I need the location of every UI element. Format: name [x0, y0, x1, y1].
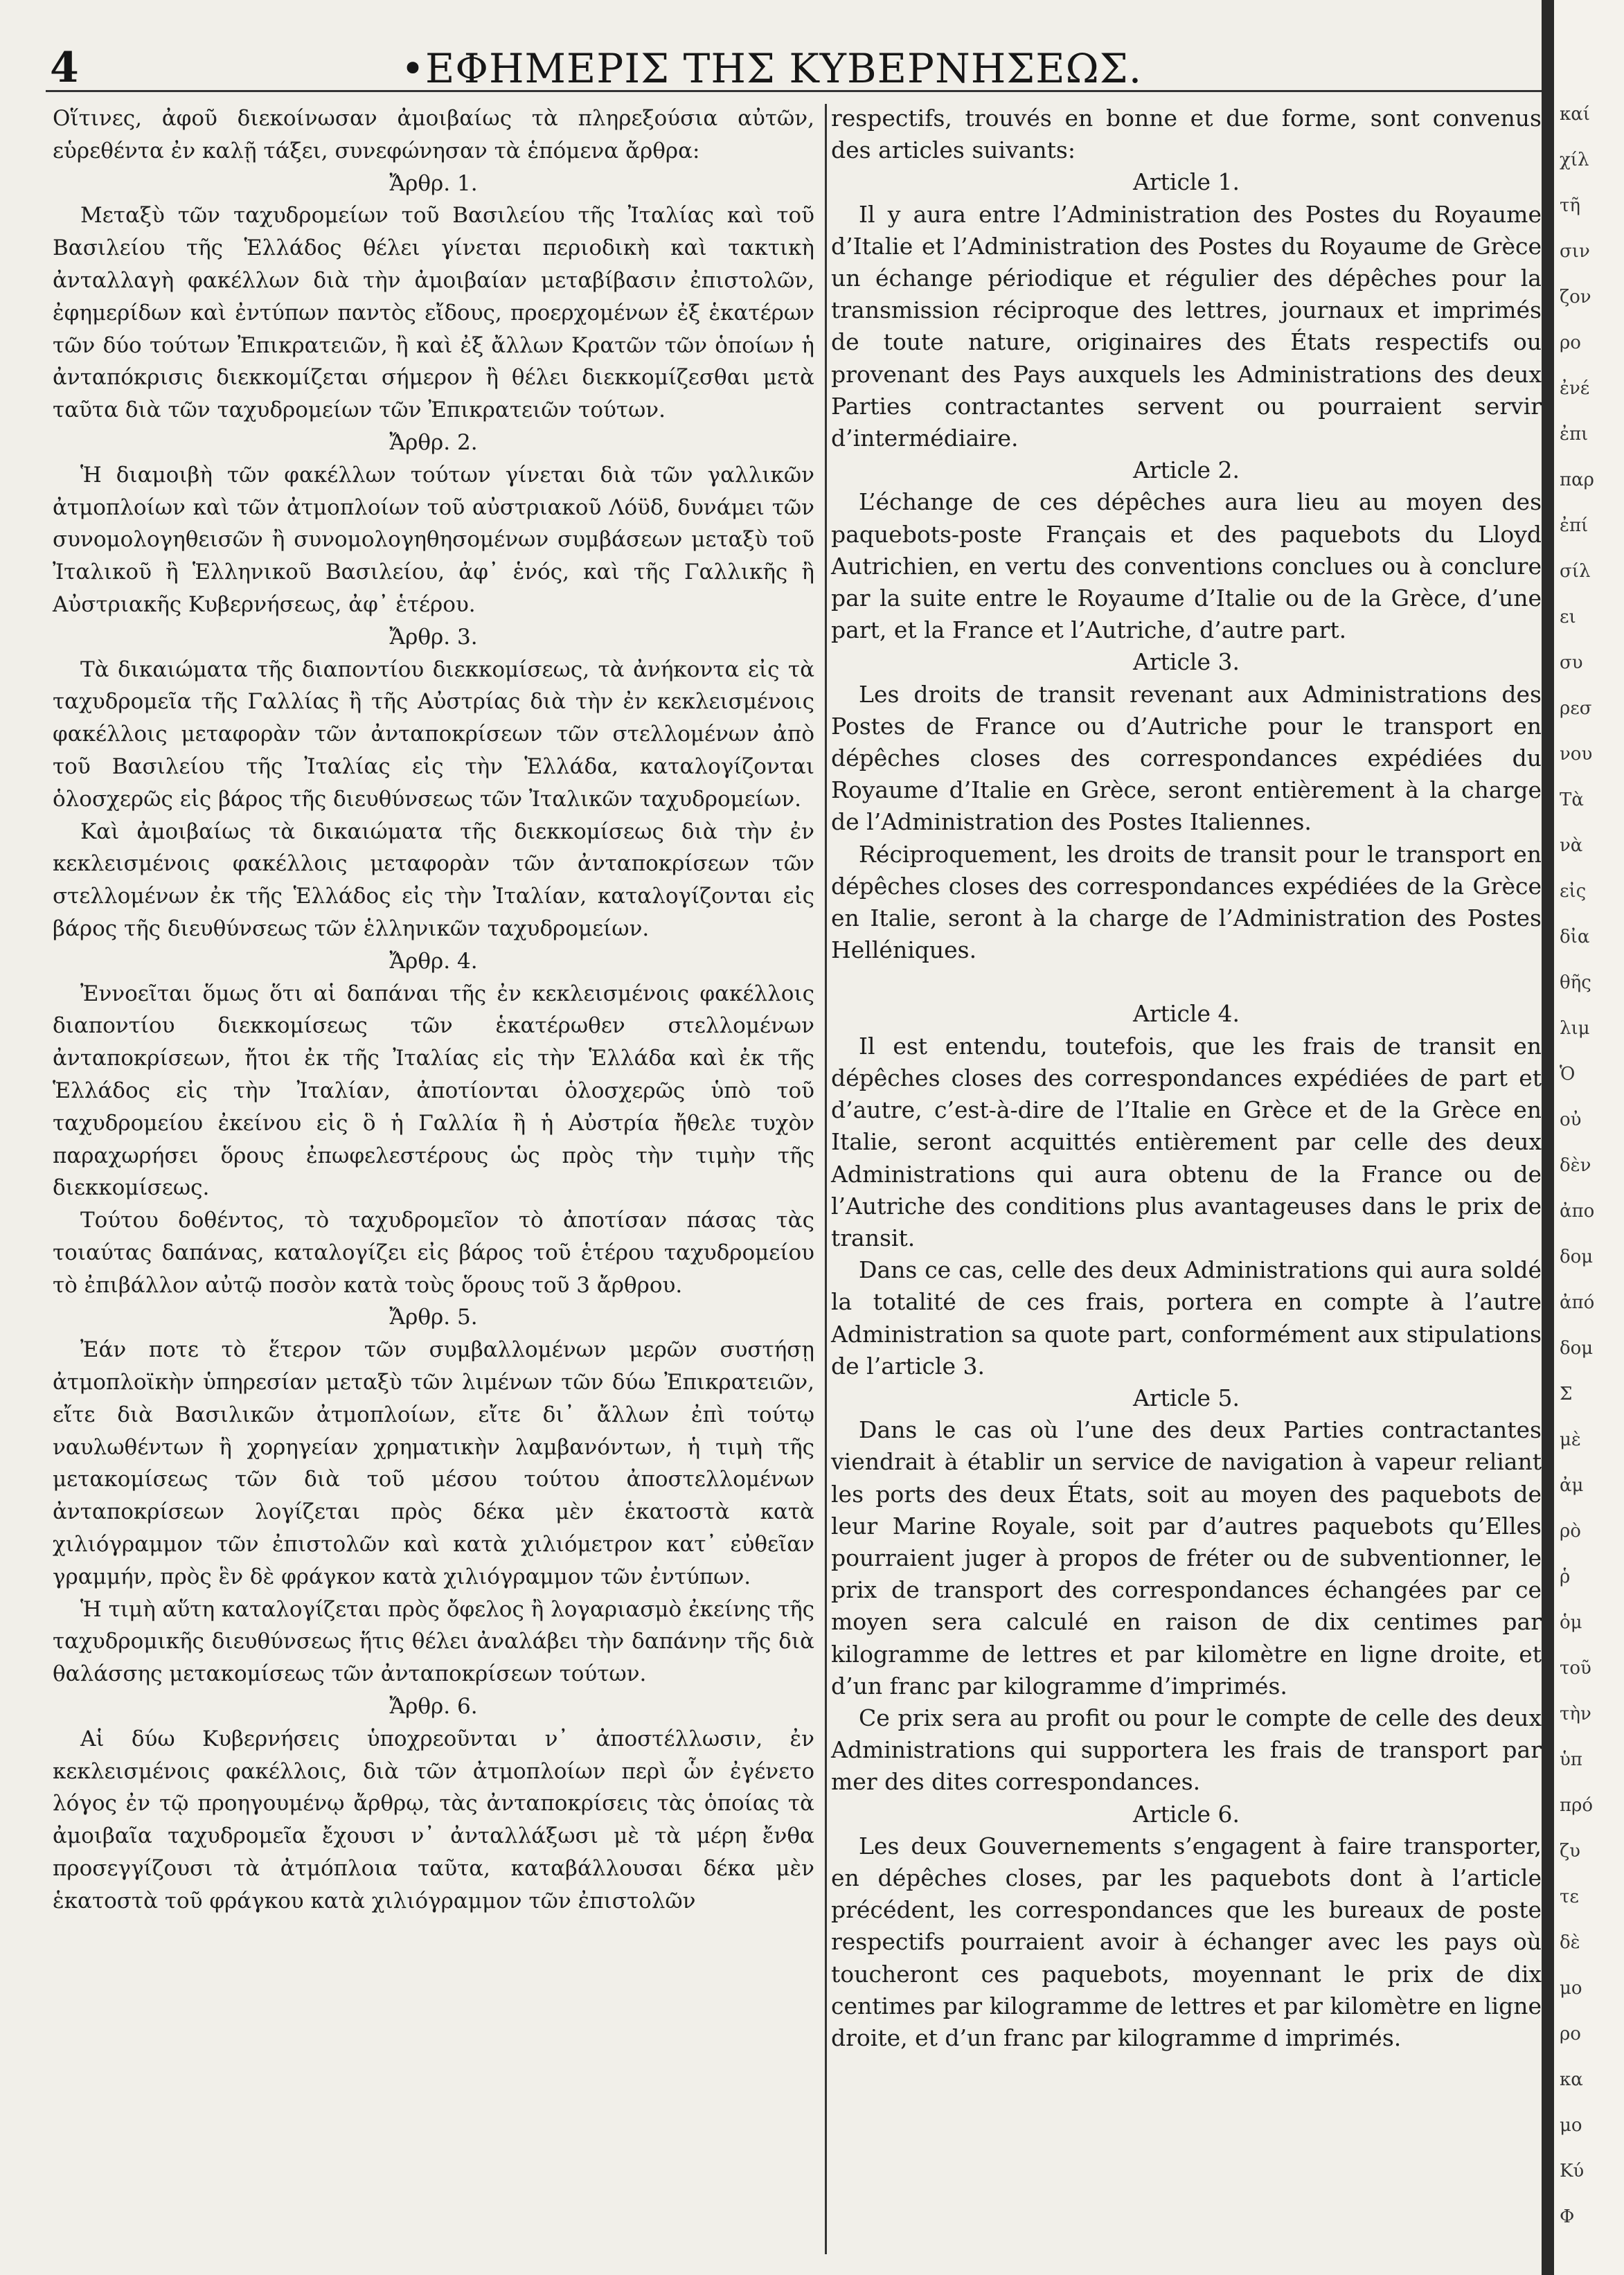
greek-column: [53, 102, 814, 1918]
adjacent-page-fragment: ζυ: [1560, 1841, 1580, 1862]
adjacent-page-fragment: μο: [1560, 1978, 1582, 1999]
greek-intro: Οἵτινες, ἀφοῦ διεκοίνωσαν ἀμοιβαίως τὰ πληρεξούσια αὐτῶν, εὑρεθέντα ἐν καλῇ τάξει, συνεφώνησαν τὰ ἑπόμενα ἄρθρα:: [53, 106, 814, 163]
adjacent-page-fragment: ρεσ: [1560, 698, 1592, 719]
greek-article-3-heading: Ἄρθρ. 3.: [389, 624, 478, 650]
french-article-5-paragraph-1: Dans le cas où l’une des deux Parties contractantes viendrait à établir un service de navigation à vapeur reliant les ports des deux États, soit au moyen des paquebots de leur Marine Royale, soit par d’autres paquebots qu’Elles pourraient juger à propos de fréter ou de subventionner, le prix de transport des correspondances échangées par ce moyen sera calculé en raison de dix centimes par kilogramme de lettres et par kilomètre en ligne droite, et d’un franc par kilogramme d’imprimés.: [831, 1416, 1542, 1699]
adjacent-page-fragment: ἐπί: [1560, 515, 1589, 536]
adjacent-page-fragment: Σ: [1560, 1384, 1573, 1404]
adjacent-page-fragment: ρο: [1560, 332, 1581, 353]
french-intro: respectifs, trouvés en bonne et due forme, sont convenus des articles suivants:: [831, 105, 1542, 164]
newspaper-title: •ΕΦΗΜΕΡΙΣ ΤΗΣ ΚΥΒΕΡΝΗΣΕΩΣ.: [400, 45, 1143, 92]
french-article-6-text: Les deux Gouvernements s’engagent à faire transporter, en dépêches closes, par les paquebots dont à l’article précédent, les correspondances que les bureaux de poste respectifs pourraient avoir à échanger avec les pays où toucheront ces paquebots, moyennant le prix de dix centimes par kilogramme de lettres et par kilomètre en ligne droite, et d’un franc par kilogramme d imprimés.: [831, 1832, 1542, 2051]
french-article-4-paragraph-1: Il est entendu, toutefois, que les frais de transit en dépêches closes des correspondances expédiées de part et d’autre, c’est-à-dire de l’Italie en Grèce et de la Grèce en Italie, seront acquittés entièrement par celle des deux Administrations qui aura obtenu de la France ou de l’Autriche des conditions plus avantageuses dans le prix de transit.: [831, 1032, 1542, 1251]
adjacent-page-fragment: ῥ: [1560, 1567, 1571, 1587]
adjacent-page-fragment: τὴν: [1560, 1704, 1591, 1724]
greek-article-1-text: Μεταξὺ τῶν ταχυδρομείων τοῦ Βασιλείου τῆς Ἰταλίας καὶ τοῦ Βασιλείου τῆς Ἑλλάδος θέλει γίνεται περιοδικὴ καὶ τακτικὴ ἀνταλλαγὴ φακέλλων διὰ τὴν ἀμοιβαίαν μεταβίβασιν ἐπιστολῶν, ἐφημερίδων καὶ ἐντύπων παντὸς εἴδους, προερχομένων ἐξ ἑκατέρων τῶν δύο τούτων Ἐπικρατειῶν, ἢ καὶ ἐξ ἄλλων Κρατῶν τῶν ὁποίων ἡ ἀνταπόκρισις διεκκομίζεται σήμερον ἢ θέλει διεκκομίζεσθαι μετὰ ταῦτα διὰ τῶν ταχυδρομείων τῶν Ἐπικρατειῶν τούτων.: [53, 203, 814, 423]
column-separator: [825, 104, 827, 2254]
greek-article-6-text: Αἱ δύω Κυβερνήσεις ὑποχρεοῦνται ν᾽ ἀποστέλλωσιν, ἐν κεκλεισμένοις φακέλλοις, διὰ τῶν ἀτμοπλοίων περὶ ὧν ἐγένετο λόγος ἐν τῷ προηγουμένῳ ἄρθρῳ, τὰς ἀνταποκρίσεις τὰς ὁποίας τὰ ἀμοιβαῖα ταχυδρομεῖα ἔχουσι ν᾽ ἀνταλλάξωσι μὲ τὰ μέρη ἔνθα προσεγγίζουσι τὰ ἀτμόπλοια ταῦτα, καταβάλλουσαι δέκα μὲν ἑκατοστὰ τοῦ φράγκου κατὰ χιλιόγραμμον τῶν ἐπιστολῶν: [53, 1726, 814, 1913]
adjacent-page-fragment: σίλ: [1560, 561, 1591, 582]
adjacent-page-fragment: ὑπ: [1560, 1749, 1582, 1770]
french-column: [831, 102, 1542, 2054]
adjacent-page-fragment: ζον: [1560, 287, 1591, 307]
greek-article-2-heading: Ἄρθρ. 2.: [389, 429, 478, 455]
section-gap: [831, 966, 1542, 998]
adjacent-page-fragment: Φ: [1560, 2206, 1575, 2227]
adjacent-page-fragment: Κύ: [1560, 2161, 1585, 2182]
adjacent-page-fragment: κα: [1560, 2069, 1583, 2090]
adjacent-page-fragment: ἐνέ: [1560, 378, 1590, 399]
french-article-2-heading: Article 2.: [1133, 456, 1240, 484]
greek-article-3-paragraph-1: Τὰ δικαιώματα τῆς διαποντίου διεκκομίσεως, τὰ ἀνήκοντα εἰς τὰ ταχυδρομεῖα τῆς Γαλλίας ἢ τῆς Αὐστρίας διὰ τὴν ἐν κεκλεισμένοις φακέλλοις μεταφορὰν τῶν ἀνταποκρίσεων τῶν στελλομένων ἀπὸ τοῦ Βασιλείου τῆς Ἰταλίας εἰς τὴν Ἑλλάδα, καταλογίζονται ὁλοσχερῶς εἰς βάρος τῆς διευθύνσεως τῶν Ἰταλικῶν ταχυδρομείων.: [53, 657, 814, 812]
adjacent-page-fragment: θῆς: [1560, 972, 1591, 993]
adjacent-page-fragment: δομ: [1560, 1338, 1594, 1359]
french-article-3-paragraph-1: Les droits de transit revenant aux Administrations des Postes de France ou d’Autriche pour le transport en dépêches closes des correspondances expédiées du Royaume d’Italie en Grèce, seront entièrement à la charge de l’Administration des Postes Italiennes.: [831, 680, 1542, 836]
greek-article-2-text: Ἡ διαμοιβὴ τῶν φακέλλων τούτων γίνεται διὰ τῶν γαλλικῶν ἀτμοπλοίων καὶ τῶν ἀτμοπλοίων τοῦ αὐστριακοῦ Λόϋδ, δυνάμει τῶν συνομολογηθεισῶν ἢ συνομολογηθησομένων συμβάσεων μεταξὺ τοῦ Ἰταλικοῦ ἢ Ἑλληνικοῦ Βασιλείου, ἀφ᾽ ἑνός, καὶ τῆς Γαλλικῆς ἢ Αὐστριακῆς Κυβερνήσεως, ἀφ᾽ ἑτέρου.: [53, 462, 814, 617]
french-article-1-heading: Article 1.: [1133, 168, 1240, 196]
header-rule: [46, 90, 1542, 92]
adjacent-page-fragment: δὲν: [1560, 1155, 1591, 1176]
adjacent-page-fragment: ρὸ: [1560, 1521, 1581, 1542]
adjacent-page-fragment: σιν: [1560, 241, 1590, 262]
greek-article-5-heading: Ἄρθρ. 5.: [389, 1305, 478, 1330]
greek-article-6-heading: Ἄρθρ. 6.: [389, 1694, 478, 1720]
greek-article-1-heading: Ἄρθρ. 1.: [389, 170, 478, 196]
french-article-4-heading: Article 4.: [1133, 1000, 1240, 1028]
adjacent-page-fragment: δἰα: [1560, 927, 1590, 947]
adjacent-page-fragment: παρ: [1560, 470, 1594, 490]
french-article-2-text: L’échange de ces dépêches aura lieu au moyen des paquebots-poste Français et des paquebots du Lloyd Autrichien, en vertu des conventions conclues ou à conclure par la suite entre le Royaume d’Italie ou de la Grèce, d’une part, et la France et l’Autriche, d’autre part.: [831, 488, 1542, 644]
adjacent-page-fragment: ἀπο: [1560, 1201, 1595, 1222]
adjacent-page-fragment: ὁμ: [1560, 1612, 1582, 1633]
adjacent-page-fragment: μὲ: [1560, 1429, 1581, 1450]
page-header: [0, 31, 1543, 97]
adjacent-page-fragment: πρό: [1560, 1795, 1594, 1816]
adjacent-page-fragment: λιμ: [1560, 1018, 1590, 1039]
adjacent-page-fragment: δομ: [1560, 1247, 1594, 1267]
binding-gutter: [1542, 0, 1554, 2275]
greek-article-4-heading: Ἄρθρ. 4.: [389, 948, 478, 974]
greek-article-5-paragraph-1: Ἐάν ποτε τὸ ἕτερον τῶν συμβαλλομένων μερῶν συστήσῃ ἀτμοπλοϊκὴν ὑπηρεσίαν μεταξὺ τῶν λιμένων τῶν δύω Ἐπικρατειῶν, εἴτε διὰ Βασιλικῶν ἀτμοπλοίων, εἴτε δι᾽ ἄλλων ἐπὶ τούτῳ ναυλωθέντων ἢ χορηγείαν χρηματικὴν λαμβανόντων, ἡ τιμὴ τῆς μετακομίσεως τῶν διὰ τοῦ μέσου τούτου ἀποστελλομένων ἀνταποκρίσεων λογίζεται πρὸς δέκα μὲν ἑκατοστὰ κατὰ χιλιόγραμμον τῶν ἐπιστολῶν καὶ κατὰ χιλιόμετρον κατ᾽ εὐθεῖαν γραμμήν, πρὸς ἓν δὲ φράγκον κατὰ χιλιόγραμμον τῶν ἐντύπων.: [53, 1337, 814, 1589]
adjacent-page-fragment: ἀμ: [1560, 1475, 1584, 1496]
adjacent-page-fragment: νου: [1560, 744, 1593, 765]
greek-article-5-paragraph-2: Ἡ τιμὴ αὕτη καταλογίζεται πρὸς ὄφελος ἢ λογαριασμὸ ἐκείνης τῆς ταχυδρομικῆς διευθύνσεως ἥτις θέλει ἀναλάβει τὴν δαπάνην τῆς διὰ θαλάσσης μετακομίσεως τῶν ἀνταποκρίσεων τούτων.: [53, 1596, 814, 1687]
adjacent-page-fragment: συ: [1560, 652, 1583, 673]
page-number: 4: [50, 44, 79, 92]
greek-article-4-paragraph-1: Ἐννοεῖται ὅμως ὅτι αἱ δαπάναι τῆς ἐν κεκλεισμένοις φακέλλοις διαποντίου διεκκομίσεως τῶν ἑκατέρωθεν στελλομένων ἀνταποκρίσεων, ἤτοι ἐκ τῆς Ἰταλίας εἰς τὴν Ἑλλάδα καὶ ἐκ τῆς Ἑλλάδος εἰς τὴν Ἰταλίαν, ἀποτίονται ὁλοσχερῶς ὑπὸ τοῦ ταχυδρομείου ἐκείνου εἰς ὃ ἡ Γαλλία ἢ ἡ Αὐστρία ἤθελε τυχὸν παραχωρήσει ὅρους ἐπωφελεστέρους ὡς πρὸς τὴν τιμὴν τῆς διεκκομίσεως.: [53, 981, 814, 1201]
adjacent-page-fragment: Ὁ: [1560, 1064, 1576, 1085]
adjacent-page-fragment: καί: [1560, 104, 1591, 125]
french-article-3-paragraph-2: Réciproquement, les droits de transit pour le transport en dépêches closes des correspondances expédiées de la Grèce en Italie, seront à la charge de l’Administration des Postes Helléniques.: [831, 840, 1542, 964]
adjacent-page-fragment: ει: [1560, 607, 1576, 627]
adjacent-page-fragment: τῆ: [1560, 195, 1580, 216]
adjacent-page-fragment: οὐ: [1560, 1109, 1582, 1130]
adjacent-page-fragment: χίλ: [1560, 150, 1589, 170]
greek-article-3-paragraph-2: Καὶ ἀμοιβαίως τὰ δικαιώματα τῆς διεκκομίσεως διὰ τὴν ἐν κεκλεισμένοις φακέλλοις μεταφορὰν τῶν ἀνταποκρίσεων τῶν στελλομένων ἐκ τῆς Ἑλλάδος εἰς τὴν Ἰταλίαν, καταλογίζονται εἰς βάρος τῆς διευθύνσεως τῶν ἑλληνικῶν ταχυδρομείων.: [53, 819, 814, 941]
adjacent-page-fragment: Τὰ: [1560, 789, 1584, 810]
french-article-3-heading: Article 3.: [1133, 648, 1240, 676]
french-article-5-paragraph-2: Ce prix sera au profit ou pour le compte de celle des deux Administrations qui supportera les frais de transport par mer des dites correspondances.: [831, 1704, 1542, 1796]
adjacent-page-fragment: δὲ: [1560, 1932, 1580, 1953]
adjacent-page-fragment: ρο: [1560, 2024, 1581, 2044]
french-article-4-paragraph-2: Dans ce cas, celle des deux Administrations qui aura soldé la totalité de ces frais, portera en compte à l’autre Administration sa quote part, conformément aux stipulations de l’article 3.: [831, 1256, 1542, 1380]
adjacent-page-fragment: ἐπι: [1560, 424, 1589, 445]
adjacent-page-fragment: ἀπό: [1560, 1292, 1595, 1313]
adjacent-page-edge: [1554, 0, 1624, 2275]
adjacent-page-fragment: νὰ: [1560, 835, 1583, 856]
french-article-1-text: Il y aura entre l’Administration des Postes du Royaume d’Italie et l’Administration des Postes du Royaume de Grèce un échange périodique et régulier des dépêches pour la transmission réciproque des lettres, journaux et imprimés de toute nature, originaires des États respectifs ou provenant des Pays auxquels les Administrations des deux Parties contractantes servent ou pourraient servir d’intermédiaire.: [831, 200, 1542, 452]
greek-article-4-paragraph-2: Τούτου δοθέντος, τὸ ταχυδρομεῖον τὸ ἀποτίσαν πάσας τὰς τοιαύτας δαπάνας, καταλογίζει εἰς βάρος τοῦ ἑτέρου ταχυδρομείου τὸ ἐπιβάλλον αὐτῷ ποσὸν κατὰ τοὺς ὅρους τοῦ 3 ἄρθρου.: [53, 1208, 814, 1298]
adjacent-page-fragment: εἰς: [1560, 881, 1587, 902]
adjacent-page-fragment: τε: [1560, 1886, 1579, 1907]
french-article-6-heading: Article 6.: [1133, 1800, 1240, 1828]
adjacent-page-fragment: μο: [1560, 2115, 1582, 2136]
adjacent-page-fragment: τοῦ: [1560, 1658, 1591, 1679]
french-article-5-heading: Article 5.: [1133, 1384, 1240, 1411]
